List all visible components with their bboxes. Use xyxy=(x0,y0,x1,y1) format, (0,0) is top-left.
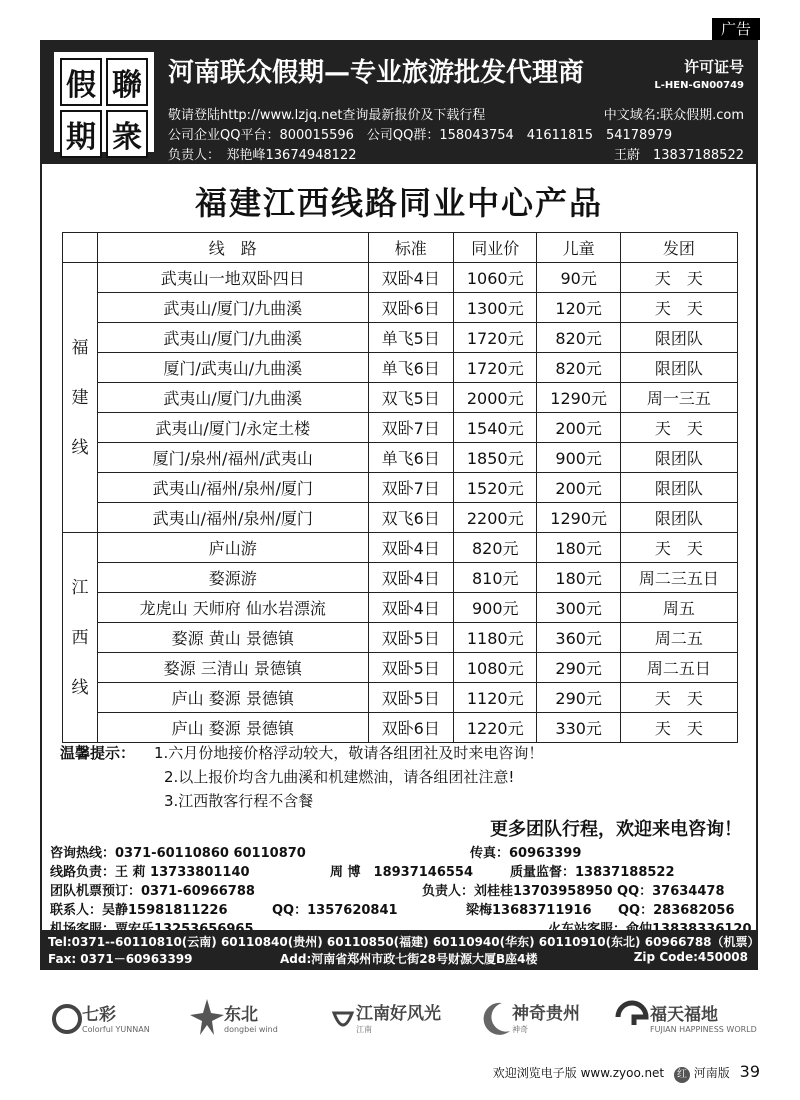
footer-website: 欢迎浏览电子版 www.zyoo.net xyxy=(492,1066,665,1080)
tips-label: 温馨提示： xyxy=(60,744,136,762)
brand-logo-strip xyxy=(40,982,758,1052)
advertisement-card xyxy=(40,40,758,970)
cell-price: 1220元 xyxy=(454,713,537,743)
cell-route: 庐山游 xyxy=(98,533,369,563)
table-row xyxy=(63,623,738,653)
brand-name: 江南好风光 xyxy=(356,1004,441,1024)
flower-icon xyxy=(190,995,224,1039)
page-number: 39 xyxy=(739,1062,760,1081)
cell-child: 200元 xyxy=(537,413,620,443)
cell-child: 300元 xyxy=(537,593,620,623)
table-row xyxy=(63,383,738,413)
region-char: 线 xyxy=(71,437,89,458)
cell-child: 180元 xyxy=(537,533,620,563)
fujian-region-label xyxy=(63,263,98,533)
table-row xyxy=(63,263,738,293)
cell-route: 武夷山/厦门/九曲溪 xyxy=(98,293,369,323)
cell-dep: 周五 xyxy=(620,593,737,623)
cell-std: 双卧4日 xyxy=(368,593,454,623)
brand-name: 东北 xyxy=(224,1005,258,1025)
route-lead: 线路负责：王 莉 13733801140 xyxy=(50,865,250,880)
agency-logo xyxy=(54,52,154,155)
website-line: 敬请登陆http://www.lzjq.net查询最新报价及下载行程 xyxy=(168,108,486,123)
cell-child: 820元 xyxy=(537,323,620,353)
table-row xyxy=(63,323,738,353)
cell-dep: 天 天 xyxy=(620,293,737,323)
cell-price: 900元 xyxy=(454,593,537,623)
brand-subtitle: Colorful YUNNAN xyxy=(82,1025,150,1034)
page-title: 福建江西线路同业中心产品 xyxy=(194,184,603,222)
contact-qq-2: QQ：283682056 xyxy=(618,903,735,918)
table-row xyxy=(63,413,738,443)
column-header: 线 路 xyxy=(98,233,369,263)
table-row xyxy=(63,563,738,593)
qq-line: 公司企业QQ平台：800015596 公司QQ群：158043754 41611815 54178979 xyxy=(168,128,673,143)
cell-price: 1850元 xyxy=(454,443,537,473)
cell-route: 庐山 婺源 景德镇 xyxy=(98,713,369,743)
cell-std: 双卧6日 xyxy=(368,293,454,323)
permit-label: 许可证号 xyxy=(683,58,744,76)
contact-person-2: 梁梅13683711916 xyxy=(466,903,592,918)
domain-line: 中文域名:联众假期.com xyxy=(603,108,744,123)
contact-qq: QQ：1357620841 xyxy=(272,903,398,918)
table-header-row xyxy=(63,233,738,263)
brand-logo xyxy=(190,982,278,1052)
cell-std: 单飞6日 xyxy=(368,353,454,383)
cell-std: 双飞5日 xyxy=(368,383,454,413)
footer-fax: Fax: 0371－60963399 xyxy=(48,952,193,966)
cell-child: 200元 xyxy=(537,473,620,503)
region-char: 西 xyxy=(71,627,89,648)
cell-route: 武夷山/厦门/九曲溪 xyxy=(98,323,369,353)
footer-bar xyxy=(42,930,760,968)
edition-badge: 红 xyxy=(674,1067,690,1083)
cell-std: 双飞6日 xyxy=(368,503,454,533)
region-char: 建 xyxy=(71,387,89,408)
cell-child: 360元 xyxy=(537,623,620,653)
brand-subtitle: dongbei wind xyxy=(224,1025,278,1034)
table-row xyxy=(63,353,738,383)
table-row xyxy=(63,683,738,713)
permit-number: L-HEN-GN00749 xyxy=(654,80,744,91)
column-header: 发团 xyxy=(620,233,737,263)
cell-dep: 周一三五 xyxy=(620,383,737,413)
jiangxi-region-label xyxy=(63,533,98,743)
cell-dep: 限团队 xyxy=(620,323,737,353)
column-header: 同业价 xyxy=(454,233,537,263)
cell-child: 820元 xyxy=(537,353,620,383)
region-header xyxy=(63,233,98,263)
cell-dep: 限团队 xyxy=(620,503,737,533)
column-header: 儿童 xyxy=(537,233,620,263)
brand-subtitle: 江南 xyxy=(356,1025,372,1034)
cell-price: 1520元 xyxy=(454,473,537,503)
cell-child: 1290元 xyxy=(537,383,620,413)
cell-dep: 周二五 xyxy=(620,623,737,653)
cell-child: 900元 xyxy=(537,443,620,473)
region-char: 福 xyxy=(71,337,89,358)
cell-child: 90元 xyxy=(537,263,620,293)
cell-price: 1120元 xyxy=(454,683,537,713)
region-char: 江 xyxy=(71,577,89,598)
route-lead-2: 周 博 18937146554 xyxy=(330,865,474,880)
cell-dep: 天 天 xyxy=(620,713,737,743)
ad-tag: 广告 xyxy=(712,18,760,40)
cell-child: 330元 xyxy=(537,713,620,743)
cell-dep: 天 天 xyxy=(620,263,737,293)
region-char: 线 xyxy=(71,677,89,698)
cell-route: 婺源 三清山 景德镇 xyxy=(98,653,369,683)
cell-std: 双卧5日 xyxy=(368,623,454,653)
cell-route: 武夷山/福州/泉州/厦门 xyxy=(98,503,369,533)
cell-child: 290元 xyxy=(537,683,620,713)
cell-route: 武夷山/厦门/九曲溪 xyxy=(98,383,369,413)
contact-person: 联系人：吴静15981811226 xyxy=(50,903,228,918)
cell-price: 1720元 xyxy=(454,353,537,383)
cell-std: 双卧7日 xyxy=(368,473,454,503)
cell-price: 1540元 xyxy=(454,413,537,443)
table-row xyxy=(63,503,738,533)
cell-dep: 周二三五日 xyxy=(620,563,737,593)
cell-route: 武夷山一地双卧四日 xyxy=(98,263,369,293)
cell-child: 290元 xyxy=(537,653,620,683)
cell-child: 1290元 xyxy=(537,503,620,533)
cell-price: 1300元 xyxy=(454,293,537,323)
quality-supervision: 质量监督：13837188522 xyxy=(510,865,675,880)
cell-std: 单飞6日 xyxy=(368,443,454,473)
cell-dep: 限团队 xyxy=(620,353,737,383)
brand-name: 神奇贵州 xyxy=(512,1004,580,1024)
brand-name: 七彩 xyxy=(82,1005,116,1025)
logo-char: 期 xyxy=(60,110,102,158)
cell-dep: 周二五日 xyxy=(620,653,737,683)
table-row xyxy=(63,593,738,623)
cell-price: 820元 xyxy=(454,533,537,563)
footer-tel: Tel:0371--60110810(云南) 60110840(贵州) 60110850(福建) 60110940(华东) 60110910(东北) 60966788（机票） xyxy=(48,935,760,949)
cell-std: 双卧7日 xyxy=(368,413,454,443)
cell-dep: 天 天 xyxy=(620,533,737,563)
cell-route: 厦门/武夷山/九曲溪 xyxy=(98,353,369,383)
manager-line-2: 王蔚 13837188522 xyxy=(614,148,744,163)
brand-logo xyxy=(52,982,150,1052)
cell-std: 双卧5日 xyxy=(368,653,454,683)
brand-logo xyxy=(330,982,441,1052)
column-header: 标准 xyxy=(368,233,454,263)
table-row xyxy=(63,473,738,503)
hotline: 咨询热线：0371-60110860 60110870 xyxy=(50,846,306,861)
logo-char: 假 xyxy=(60,58,102,106)
table-row xyxy=(63,713,738,743)
cell-route: 庐山 婺源 景德镇 xyxy=(98,683,369,713)
manager-line: 负责人： 郑艳峰13674948122 xyxy=(168,148,357,163)
cell-price: 1720元 xyxy=(454,323,537,353)
cell-std: 双卧4日 xyxy=(368,563,454,593)
cell-price: 1080元 xyxy=(454,653,537,683)
cell-route: 龙虎山 天师府 仙水岩漂流 xyxy=(98,593,369,623)
table-row xyxy=(63,443,738,473)
swirl-icon xyxy=(52,997,82,1037)
brand-name: 福天福地 xyxy=(650,1005,718,1025)
cell-std: 双卧4日 xyxy=(368,263,454,293)
cell-dep: 限团队 xyxy=(620,443,737,473)
cell-price: 2200元 xyxy=(454,503,537,533)
more-tours-banner: 更多团队行程，欢迎来电咨询！ xyxy=(490,819,742,840)
agency-header xyxy=(42,42,756,164)
tip-item: 1.六月份地接价格浮动较大，敬请各组团社及时来电咨询！ xyxy=(154,744,544,762)
brand-subtitle: 神奇 xyxy=(512,1025,528,1034)
cell-price: 1060元 xyxy=(454,263,537,293)
cell-price: 1180元 xyxy=(454,623,537,653)
cell-std: 双卧5日 xyxy=(368,683,454,713)
table-row xyxy=(63,653,738,683)
crescent-icon xyxy=(480,997,512,1037)
cell-dep: 天 天 xyxy=(620,683,737,713)
cell-child: 120元 xyxy=(537,293,620,323)
cell-std: 双卧4日 xyxy=(368,533,454,563)
cell-route: 婺源游 xyxy=(98,563,369,593)
cell-route: 厦门/泉州/福州/武夷山 xyxy=(98,443,369,473)
cell-route: 武夷山/福州/泉州/厦门 xyxy=(98,473,369,503)
price-table xyxy=(62,232,738,743)
brand-subtitle: FUJIAN HAPPINESS WORLD xyxy=(650,1025,757,1034)
cell-dep: 天 天 xyxy=(620,413,737,443)
cell-child: 180元 xyxy=(537,563,620,593)
cell-dep: 限团队 xyxy=(620,473,737,503)
cell-price: 2000元 xyxy=(454,383,537,413)
footer-zip: Zip Code:450008 xyxy=(633,950,748,964)
logo-char: 衆 xyxy=(106,110,148,158)
tip-item: 2.以上报价均含九曲溪和机建燃油，请各组团社注意! xyxy=(164,768,515,786)
air-ticket-lead: 负责人：刘桂桂13703958950 QQ：37634478 xyxy=(422,884,725,899)
air-ticket-booking: 团队机票预订：0371-60966788 xyxy=(50,884,255,899)
fu-emblem-icon xyxy=(614,997,650,1037)
cell-std: 双卧6日 xyxy=(368,713,454,743)
footer-address: Add:河南省郑州市政七街28号财源大厦B座4楼 xyxy=(280,952,538,966)
edition-name: 河南版 xyxy=(693,1066,730,1080)
tip-item: 3.江西散客行程不含餐 xyxy=(164,792,314,810)
table-row xyxy=(63,293,738,323)
logo-char: 聯 xyxy=(106,58,148,106)
agency-title: 河南联众假期—专业旅游批发代理商 xyxy=(168,58,585,88)
brand-logo xyxy=(614,982,757,1052)
cell-route: 武夷山/厦门/永定土楼 xyxy=(98,413,369,443)
brand-logo xyxy=(480,982,580,1052)
cell-price: 810元 xyxy=(454,563,537,593)
fax: 传真：60963399 xyxy=(470,846,582,861)
cell-route: 婺源 黄山 景德镇 xyxy=(98,623,369,653)
page-footer xyxy=(493,1062,760,1083)
cell-std: 单飞5日 xyxy=(368,323,454,353)
teacup-icon xyxy=(330,997,356,1037)
table-row xyxy=(63,533,738,563)
